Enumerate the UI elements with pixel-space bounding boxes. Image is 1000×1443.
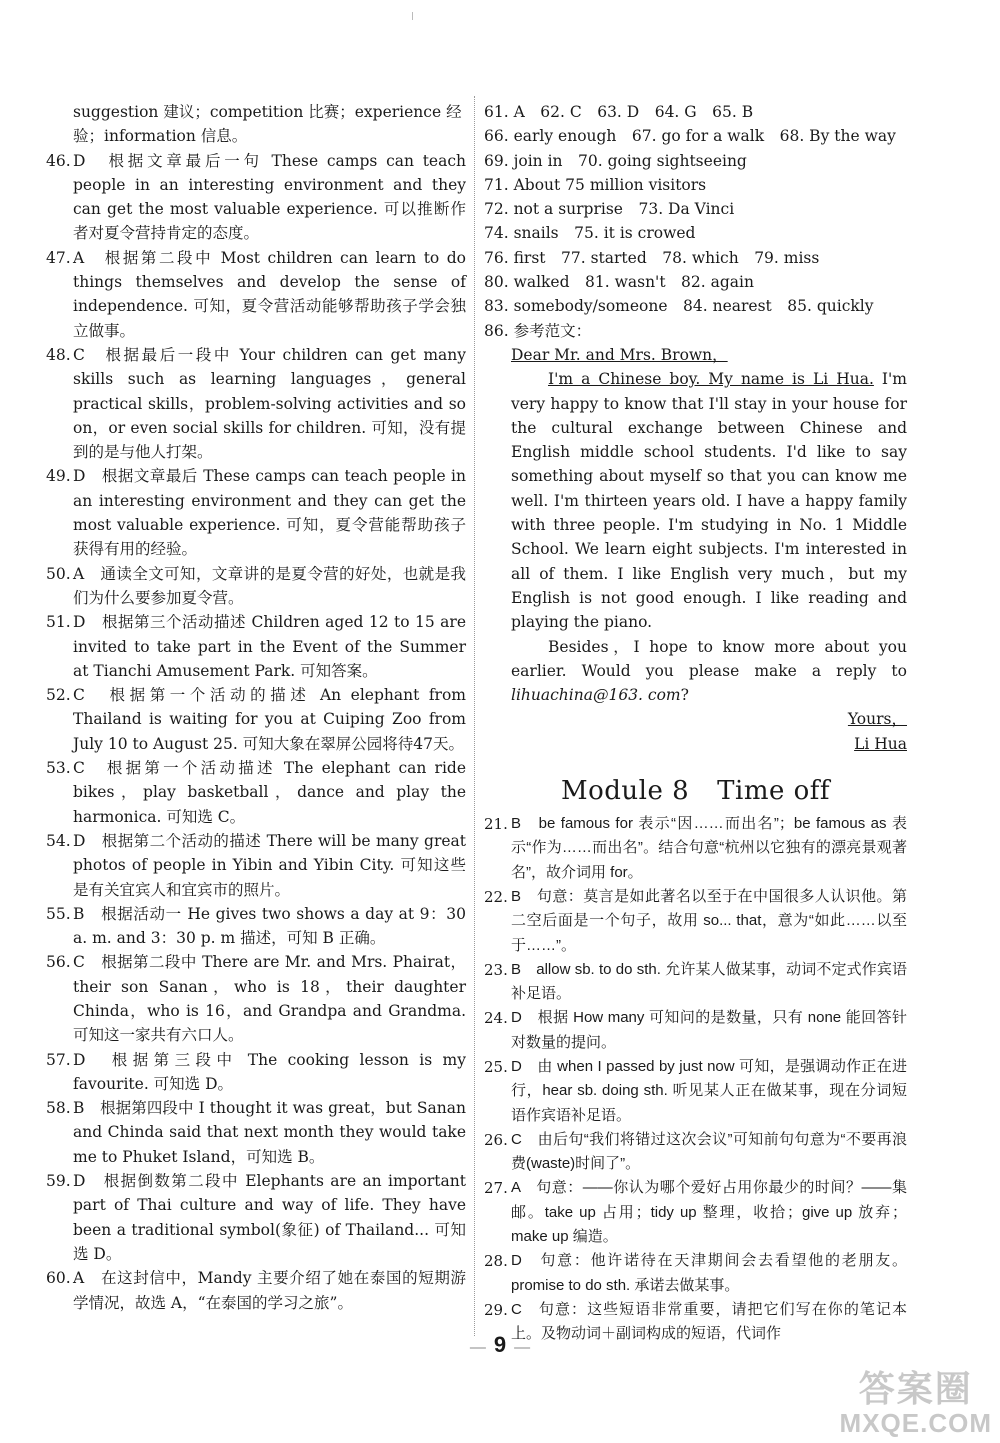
letter-paragraph-2 (484, 635, 907, 708)
item-number: 60. (46, 1269, 71, 1288)
answer-line: 80. walked 81. wasn't 82. again (484, 273, 754, 292)
footer-dash-right: — (514, 1338, 531, 1356)
watermark-url: MXQE.COM (839, 1408, 992, 1438)
answer-item (46, 1266, 466, 1315)
item-explanation: B be famous for 表示“因……而出名”；be famous as 表示“作为……而出名”。结合句意“杭州以它独有的漂亮景观著名”，故介词用 for。 (511, 815, 907, 881)
answer-item (46, 246, 466, 343)
answer-line: 71. About 75 million visitors (484, 175, 707, 194)
item-number: 50. (46, 564, 71, 583)
item-number: 22. (484, 887, 508, 906)
item-number: 23. (484, 960, 508, 979)
page-number: 9 (493, 1332, 507, 1357)
letter-greeting (484, 343, 907, 367)
letter-email: lihuachina@163. com (511, 686, 681, 705)
continued-line: 验；information 信息。 (73, 127, 248, 146)
item-number: 29. (484, 1300, 508, 1319)
item-explanation: D 由 when I passed by just now 可知，是强调动作正在进行，hear sb. doing sth. 听见某人正在做某事，现在分词短语作宾语补足语。 (511, 1057, 907, 1124)
item-explanation: A 句意：——你认为哪个爱好占用你最少的时间？——集邮。take up 占用；tidy up 整理，收拾；give up 放弃；make up 编造。 (511, 1179, 907, 1246)
item-explanation: C 根据第一个活动的描述 An elephant from Thailand is waiting for you at Cuiping Zoo from July 10 to August 25. 可知大象在翠屏公园将待47天。 (73, 686, 466, 753)
answer-item (46, 464, 466, 561)
item-number: 49. (46, 467, 71, 486)
item-number: 53. (46, 759, 71, 778)
answer-item (46, 1048, 466, 1097)
answer-item (484, 885, 907, 958)
answer-item (46, 683, 466, 756)
signature-text: Li Hua (854, 734, 907, 753)
answer-line: 74. snails 75. it is crowed (484, 224, 696, 243)
item-explanation: D 根据第三段中 The cooking lesson is my favourite. 可知选 D。 (73, 1050, 466, 1093)
answer-item (46, 562, 466, 611)
item-explanation: B 根据活动一 He gives two shows a day at 9：30 a. m. and 3：30 p. m 描述，可知 B 正确。 (73, 904, 466, 948)
letter-closing (484, 707, 907, 731)
item-number: 27. (484, 1179, 508, 1198)
answer-item (46, 343, 466, 464)
letter-paragraph-2-text: Besides，I hope to know more about you earlier. Would you please make a reply to (511, 637, 907, 680)
item-number: 46. (46, 151, 71, 170)
item-number: 28. (484, 1252, 508, 1271)
item-number: 57. (46, 1050, 71, 1069)
answer-item (46, 1096, 466, 1169)
answer-item (46, 756, 466, 829)
answer-item (46, 149, 466, 246)
answer-item (484, 1128, 907, 1177)
sample-letter (484, 343, 907, 756)
item-number: 26. (484, 1130, 508, 1149)
item-number: 48. (46, 345, 71, 364)
page-footer (0, 1332, 1000, 1358)
item-explanation: C 根据第二段中 There are Mr. and Mrs. Phairat，their son Sanan，who is 18，their daughter Chinda，who is 16，and Grandpa and Grandma. 可知这一家共有六口人。 (73, 953, 466, 1045)
answer-line: 69. join in 70. going sightseeing (484, 151, 747, 170)
item-number: 24. (484, 1009, 508, 1028)
answer-line: 83. somebody/someone 84. nearest 85. quickly (484, 297, 874, 316)
item-explanation: D 根据 How many 可知问的是数量，只有 none 能回答针对数量的提问。 (511, 1009, 907, 1051)
closing-text: Yours， (847, 710, 907, 729)
letter-paragraph-1-text: I'm very happy to know that I'll stay in your house for the cultural exchange between Chinese and English middle school students. I'd like to say something about myself so that you can know me well. I'm thirteen years old. I have a happy family with three people. I'm studying in No. 1 Middle School. We learn eight subjects. I'm interested in all of them. I like English very much，but my English is not good enough. I like reading and playing the piano. (511, 370, 907, 632)
answer-item (484, 1006, 907, 1055)
item-explanation: B 句意：莫言是如此著名以至于在中国很多人认识他。第二空后面是一个句子，故用 so... that，意为“如此……以至于……”。 (511, 887, 907, 954)
item-number: 21. (484, 815, 508, 834)
answer-item (484, 1055, 907, 1128)
answer-item (484, 1249, 907, 1298)
item-explanation: A 在这封信中，Mandy 主要介绍了她在泰国的短期游学情况，故选 A，“在泰国的学习之旅”。 (73, 1269, 466, 1312)
item-explanation: B 根据第四段中 I thought it was great，but Sanan and Chinda said that next month they would take me to Phuket Island，可知选 B。 (73, 1099, 466, 1166)
answer-item (484, 958, 907, 1007)
right-column (484, 100, 907, 1347)
item-explanation: C 根据最后一段中 Your children can get many skills such as learning languages，general practical skills，problem-solving activities and so on，or even social skills for children. 可知，没有提到的是与他人打架。 (73, 345, 466, 462)
answer-key-block (484, 100, 907, 343)
watermark-logo (840, 1369, 992, 1437)
footer-dash-left: — (469, 1338, 486, 1356)
left-answer-list (46, 149, 466, 1315)
right-answer-list (484, 812, 907, 1347)
item-number: 51. (46, 613, 71, 632)
item-number: 56. (46, 953, 71, 972)
answer-line: 61. A 62. C 63. D 64. G 65. B (484, 103, 754, 121)
item-number: 55. (46, 904, 71, 923)
letter-underlined-sentence: I'm a Chinese boy. My name is Li Hua. (548, 370, 874, 389)
module-title: Time off (717, 776, 831, 807)
answer-line: 76. first 77. started 78. which 79. miss (484, 248, 820, 267)
item-number: 54. (46, 831, 71, 850)
module-number: Module 8 (560, 776, 690, 807)
item-number: 25. (484, 1057, 508, 1076)
letter-signature (484, 732, 907, 756)
answer-item (484, 812, 907, 885)
item-explanation: D 根据倒数第二段中 Elephants are an important part of Thai culture and way of life. They have been a traditional symbol(象征) of Thailand... 可知选 D。 (73, 1172, 466, 1263)
item-explanation: D 根据第二个活动的描述 There will be many great photos of people in Yibin and Yibin City. 可知这些是有关宜宾人和宜宾市的照片。 (73, 831, 466, 899)
item-explanation: A 根据第二段中 Most children can learn to do things themselves and develop the sense of independence. 可知，夏令营活动能够帮助孩子学会独立做事。 (73, 248, 466, 340)
answer-line: 86. 参考范文： (484, 321, 592, 340)
greeting-text: Dear Mr. and Mrs. Brown， (511, 345, 728, 364)
letter-paragraph-1 (484, 367, 907, 634)
item-number: 47. (46, 248, 71, 267)
left-column (46, 100, 466, 1315)
answer-item (46, 610, 466, 683)
column-divider (474, 96, 475, 1336)
answer-item (46, 1169, 466, 1266)
item-number: 59. (46, 1172, 71, 1191)
item-explanation: D 句意：他许诺待在天津期间会去看望他的老朋友。promise to do sth. 承诺去做某事。 (511, 1252, 907, 1294)
answer-item (46, 902, 466, 951)
item-explanation: D 根据文章最后一句 These camps can teach people in an interesting environment and they can get the most valuable experience. 可以推断作者对夏令营持肯定的态度。 (73, 151, 466, 243)
module-heading (484, 774, 907, 808)
letter-paragraph-2-end: ? (680, 686, 689, 705)
item-explanation: D 根据第三个活动描述 Children aged 12 to 15 are invited to take part in the Event of the Summer at Tianchi Amusement Park. 可知答案。 (73, 613, 466, 680)
watermark-text: 答案圈 (858, 1368, 973, 1409)
item-explanation: C 句意：这些短语非常重要，请把它们写在你的笔记本上。及物动词＋副词构成的短语，代词作 (511, 1300, 907, 1343)
scan-mark (412, 12, 413, 20)
answer-item (46, 829, 466, 902)
item-explanation: D 根据文章最后 These camps can teach people in an interesting environment and they can get the most valuable experience. 可知，夏令营能帮助孩子获得有用的经验。 (73, 467, 466, 559)
item-explanation: A 通读全文可知，文章讲的是夏令营的好处，也就是我们为什么要参加夏令营。 (73, 564, 466, 607)
answer-item (46, 950, 466, 1047)
item-explanation: C 根据第一个活动描述 The elephant can ride bikes，play basketball，dance and play the harmonica. 可知选 C。 (73, 759, 466, 826)
item-explanation: B allow sb. to do sth. 允许某人做某事，动词不定式作宾语补足语。 (511, 960, 907, 1003)
item-number: 52. (46, 686, 71, 705)
answer-line: 66. early enough 67. go for a walk 68. By the way (484, 127, 896, 146)
continued-line: suggestion 建议；competition 比赛；experience 经 (73, 103, 462, 121)
continued-text (46, 100, 466, 149)
answer-line: 72. not a surprise 73. Da Vinci (484, 200, 735, 219)
item-number: 58. (46, 1099, 71, 1118)
answer-item (484, 1176, 907, 1249)
item-explanation: C 由后句“我们将错过这次会议”可知前句句意为“不要再浪费(waste)时间了”。 (511, 1130, 907, 1173)
